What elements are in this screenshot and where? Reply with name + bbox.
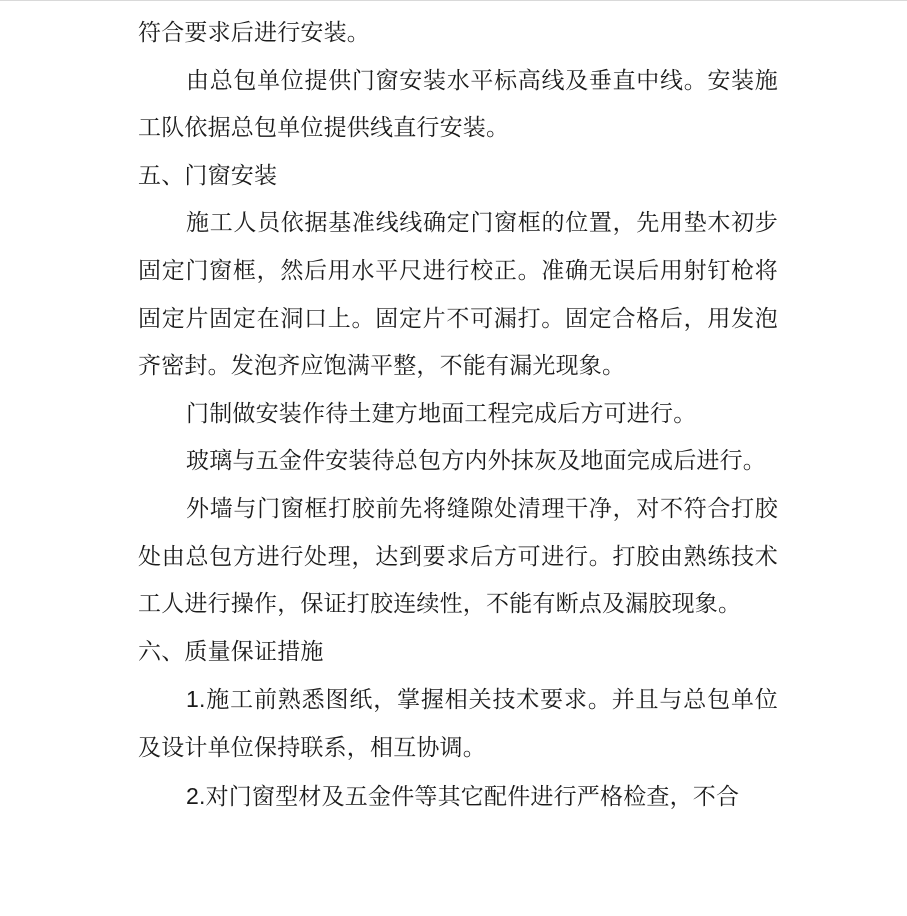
section-heading-door-window-installation: 五、门窗安装 bbox=[138, 162, 278, 189]
page-top-edge bbox=[0, 0, 907, 1]
paragraph-body: 由总包单位提供门窗安装水平标高线及垂直中线。安装施工队依据总包单位提供线直行安装。 bbox=[138, 67, 778, 142]
paragraph-continuation: 符合要求后进行安装。 bbox=[138, 20, 370, 46]
item-number: 1. bbox=[186, 686, 206, 713]
item-text: 对门窗型材及五金件等其它配件进行严格检查，不合 bbox=[205, 783, 740, 810]
paragraph-body: 门制做安装作待土建方地面工程完成后方可进行。 bbox=[186, 400, 697, 427]
item-text: 施工前熟悉图纸，掌握相关技术要求。并且与总包单位及设计单位保持联系，相互协调。 bbox=[138, 687, 778, 761]
numbered-item-2 bbox=[138, 773, 778, 822]
item-number: 2. bbox=[186, 782, 206, 809]
paragraph-body: 玻璃与五金件安装待总包方内外抹灰及地面完成后进行。 bbox=[186, 448, 766, 475]
numbered-item-1 bbox=[138, 676, 778, 772]
section-heading-quality-assurance: 六、质量保证措施 bbox=[138, 638, 324, 665]
paragraph-body: 施工人员依据基准线线确定门窗框的位置，先用垫木初步固定门窗框，然后用水平尺进行校正。准确无误后用射钉枪将固定片固定在洞口上。固定片不可漏打。固定合格后，用发泡齐密封。发泡齐应饱满平整，不能有漏光现象。 bbox=[138, 210, 778, 380]
paragraph-body: 外墙与门窗框打胶前先将缝隙处清理干净，对不符合打胶处由总包方进行处理，达到要求后方可进行。打胶由熟练技术工人进行操作，保证打胶连续性，不能有断点及漏胶现象。 bbox=[138, 495, 778, 618]
document-body bbox=[138, 10, 778, 821]
